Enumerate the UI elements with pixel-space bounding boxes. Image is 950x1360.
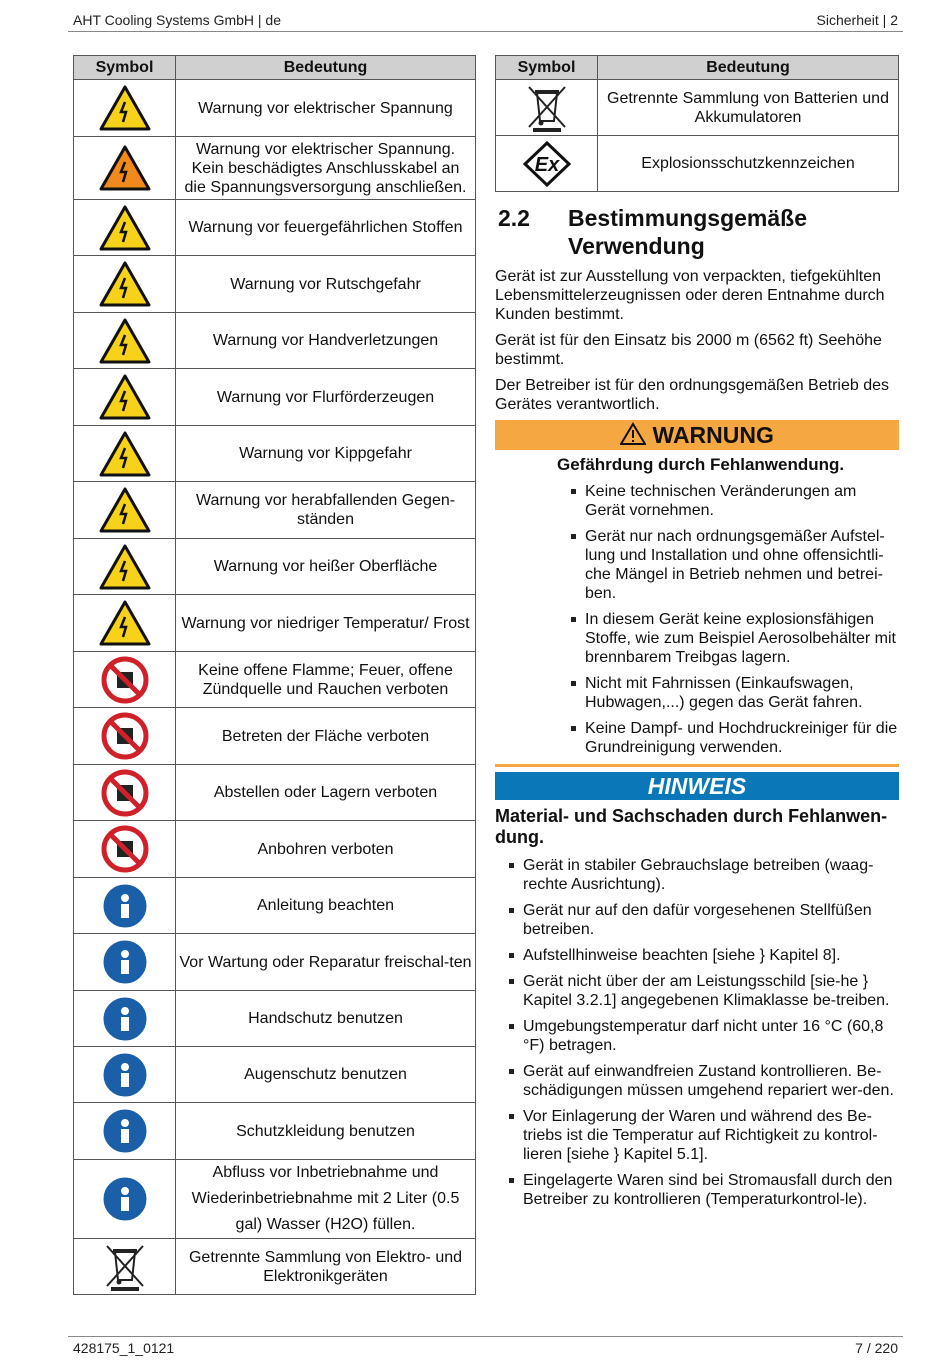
list-item: Aufstellhinweise beachten [siehe } Kapitel 8]. — [495, 946, 900, 965]
symbol-cell — [74, 878, 176, 934]
meaning-cell: Vor Wartung oder Reparatur freischal-ten — [176, 934, 476, 991]
footer-left: 428175_1_0121 — [73, 1340, 175, 1356]
table-row — [74, 595, 476, 652]
warning-slip-icon — [77, 260, 172, 308]
paragraph: Der Betreiber ist für den ordnungsgemäßen Betrieb des Gerätes verantwortlich. — [495, 377, 889, 413]
table-row — [74, 80, 476, 137]
table-row — [74, 1047, 476, 1103]
symbol-cell — [74, 539, 176, 595]
warning-flammable-icon — [77, 204, 172, 252]
warning-damaged-cable-icon — [77, 144, 172, 192]
header-right: Sicherheit | 2 — [816, 12, 898, 28]
wear-protective-clothing-icon — [77, 1107, 172, 1155]
symbol-table-right — [495, 55, 899, 192]
symbol-table-left — [73, 55, 476, 1295]
meaning-cell: Warnung vor elektrischer Spannung — [176, 80, 476, 137]
meaning-cell: Schutzkleidung benutzen — [176, 1103, 476, 1160]
table-row — [74, 821, 476, 878]
section-body — [495, 267, 900, 421]
wear-gloves-icon — [77, 995, 172, 1043]
header-rule — [68, 31, 903, 32]
warning-low-temperature-icon — [77, 599, 172, 647]
symbol-cell — [74, 821, 176, 878]
table-row — [74, 200, 476, 256]
notice-heading: Material- und Sachschaden durch Fehlanwen-dung. — [495, 806, 888, 847]
meaning-cell: Anbohren verboten — [176, 821, 476, 878]
symbol-cell — [74, 652, 176, 708]
meaning-cell: Getrennte Sammlung von Elektro- und Elektronikgeräten — [176, 1239, 476, 1295]
table-row — [74, 1103, 476, 1160]
table-row — [496, 80, 899, 136]
col-meaning: Bedeutung — [598, 56, 899, 80]
notice-banner: HINWEIS — [495, 772, 899, 800]
warning-triangle-icon — [620, 422, 646, 454]
footer-rule — [68, 1336, 903, 1337]
table-row — [74, 539, 476, 595]
meaning-cell: Anleitung beachten — [176, 878, 476, 934]
meaning-cell: Warnung vor Kippgefahr — [176, 426, 476, 482]
symbol-cell — [74, 369, 176, 426]
list-item: Gerät in stabiler Gebrauchslage betreiben (waag-rechte Ausrichtung). — [495, 856, 900, 894]
warning-end-rule — [495, 764, 899, 767]
list-item: Umgebungstemperatur darf nicht unter 16 °C (60,8 °F) betragen. — [495, 1017, 900, 1055]
warning-banner — [495, 420, 899, 450]
meaning-cell: Augenschutz benutzen — [176, 1047, 476, 1103]
table-row — [74, 765, 476, 821]
disconnect-before-maintenance-icon — [77, 938, 172, 986]
warning-falling-objects-icon — [77, 486, 172, 534]
paragraph: Gerät ist zur Ausstellung von verpackten, tiefgekühlten Lebensmittelerzeugnissen oder deren Entnahme durch Kunden bestimmt. — [495, 268, 885, 323]
meaning-cell: Handschutz benutzen — [176, 991, 476, 1047]
col-symbol: Symbol — [496, 56, 598, 80]
meaning-cell: Warnung vor elektrischer Spannung. Kein beschädigtes Anschlusskabel an die Spannungsversorgung anschließen. — [176, 137, 476, 200]
table-row — [74, 369, 476, 426]
symbol-cell — [74, 934, 176, 991]
footer-right: 7 / 220 — [855, 1340, 898, 1356]
meaning-cell: Warnung vor niedriger Temperatur/ Frost — [176, 595, 476, 652]
table-row — [74, 1239, 476, 1295]
svg-text:Ex: Ex — [534, 153, 559, 176]
warning-hot-surface-icon — [77, 543, 172, 591]
list-item: Keine Dampf- und Hochdruckreiniger für die Grundreinigung verwenden. — [557, 719, 900, 757]
no-stepping-icon — [77, 712, 172, 760]
header-left: AHT Cooling Systems GmbH | de — [73, 12, 282, 28]
symbol-cell — [74, 313, 176, 369]
symbol-cell — [74, 765, 176, 821]
symbol-cell — [74, 595, 176, 652]
table-row — [74, 652, 476, 708]
no-drilling-icon — [77, 825, 172, 873]
symbol-cell — [74, 256, 176, 313]
no-open-flame-icon — [77, 656, 172, 704]
table-row — [74, 313, 476, 369]
meaning-cell: Warnung vor feuergefährlichen Stoffen — [176, 200, 476, 256]
list-item: Gerät nur auf den dafür vorgesehenen Stellfüßen betreiben. — [495, 901, 900, 939]
section-number: 2.2 — [498, 205, 530, 231]
list-item: Eingelagerte Waren sind bei Stromausfall durch den Betreiber zu kontrollieren (Temperaturkontrol-le). — [495, 1171, 900, 1209]
meaning-cell: Warnung vor Flurförderzeugen — [176, 369, 476, 426]
symbol-cell — [496, 136, 598, 192]
symbol-cell — [496, 80, 598, 136]
list-item: Gerät nicht über der am Leistungsschild [sie-he } Kapitel 3.2.1] angegebenen Klimaklasse be-treiben. — [495, 972, 900, 1010]
col-meaning: Bedeutung — [176, 56, 476, 80]
notice-body — [495, 806, 900, 1216]
warning-label: WARNUNG — [652, 422, 774, 448]
symbol-cell — [74, 137, 176, 200]
symbol-cell — [74, 426, 176, 482]
meaning-cell: Warnung vor Handverletzungen — [176, 313, 476, 369]
notice-list — [495, 856, 900, 1209]
symbol-cell — [74, 1239, 176, 1295]
list-item: Keine technischen Veränderungen am Gerät vornehmen. — [557, 482, 900, 520]
paragraph: Gerät ist für den Einsatz bis 2000 m (6562 ft) Seehöhe bestimmt. — [495, 332, 882, 368]
symbol-cell — [74, 708, 176, 765]
table-row — [74, 256, 476, 313]
warning-forklift-icon — [77, 373, 172, 421]
warning-body — [495, 455, 900, 764]
table-row — [74, 878, 476, 934]
symbol-cell — [74, 80, 176, 137]
col-symbol: Symbol — [74, 56, 176, 80]
list-item: Vor Einlagerung der Waren und während des Be-triebs ist die Temperatur auf Richtigkeit zu kontrol-lieren [siehe } Kapitel 5.1]. — [495, 1107, 900, 1164]
symbol-cell — [74, 200, 176, 256]
symbol-cell — [74, 482, 176, 539]
warning-tipping-icon — [77, 430, 172, 478]
table-row — [496, 136, 899, 192]
meaning-cell: Getrennte Sammlung von Batterien und Akkumulatoren — [598, 80, 899, 136]
table-row — [74, 1160, 476, 1239]
meaning-cell: Warnung vor Rutschgefahr — [176, 256, 476, 313]
meaning-cell: Warnung vor heißer Oberfläche — [176, 539, 476, 595]
symbol-cell — [74, 1047, 176, 1103]
battery-bin-icon — [499, 83, 594, 133]
list-item: Gerät auf einwandfreien Zustand kontrollieren. Be-schädigungen müssen umgehend repariert wer-den. — [495, 1062, 900, 1100]
wear-eye-protection-icon — [77, 1051, 172, 1099]
list-item: Gerät nur nach ordnungsgemäßer Aufstel-lung und Installation und ohne offensichtli-che Mängel in Betrieb nehmen und betrei-ben. — [557, 527, 900, 603]
warning-electric-icon — [77, 84, 172, 132]
meaning-cell: Warnung vor herabfallenden Gegen-ständen — [176, 482, 476, 539]
no-storage-icon — [77, 769, 172, 817]
warning-list — [557, 482, 900, 757]
warning-hand-injury-icon — [77, 317, 172, 365]
symbol-cell — [74, 1103, 176, 1160]
table-row — [74, 426, 476, 482]
symbol-cell — [74, 1160, 176, 1239]
table-row — [74, 137, 476, 200]
warning-heading: Gefährdung durch Fehlanwendung. — [557, 455, 845, 474]
table-row — [74, 991, 476, 1047]
table-row — [74, 934, 476, 991]
section-title: Bestimmungsgemäße Verwendung — [568, 205, 808, 259]
table-row — [74, 482, 476, 539]
meaning-cell: Abfluss vor Inbetriebnahme und Wiederinbetriebnahme mit 2 Liter (0.5 gal) Wasser (H2O) füllen. — [176, 1160, 476, 1239]
meaning-cell: Betreten der Fläche verboten — [176, 708, 476, 765]
table-row — [74, 708, 476, 765]
symbol-cell — [74, 991, 176, 1047]
weee-bin-icon — [77, 1242, 172, 1292]
fill-drain-water-icon — [77, 1175, 172, 1223]
list-item: In diesem Gerät keine explosionsfähigen Stoffe, wie zum Beispiel Aerosolbehälter mit brennbarem Treibgas lagern. — [557, 610, 900, 667]
read-manual-icon — [77, 882, 172, 930]
list-item: Nicht mit Fahrnissen (Einkaufswagen, Hubwagen,...) gegen das Gerät fahren. — [557, 674, 900, 712]
ex-marking-icon — [499, 141, 594, 187]
meaning-cell: Explosionsschutzkennzeichen — [598, 136, 899, 192]
meaning-cell: Keine offene Flamme; Feuer, offene Zündquelle und Rauchen verboten — [176, 652, 476, 708]
meaning-cell: Abstellen oder Lagern verboten — [176, 765, 476, 821]
